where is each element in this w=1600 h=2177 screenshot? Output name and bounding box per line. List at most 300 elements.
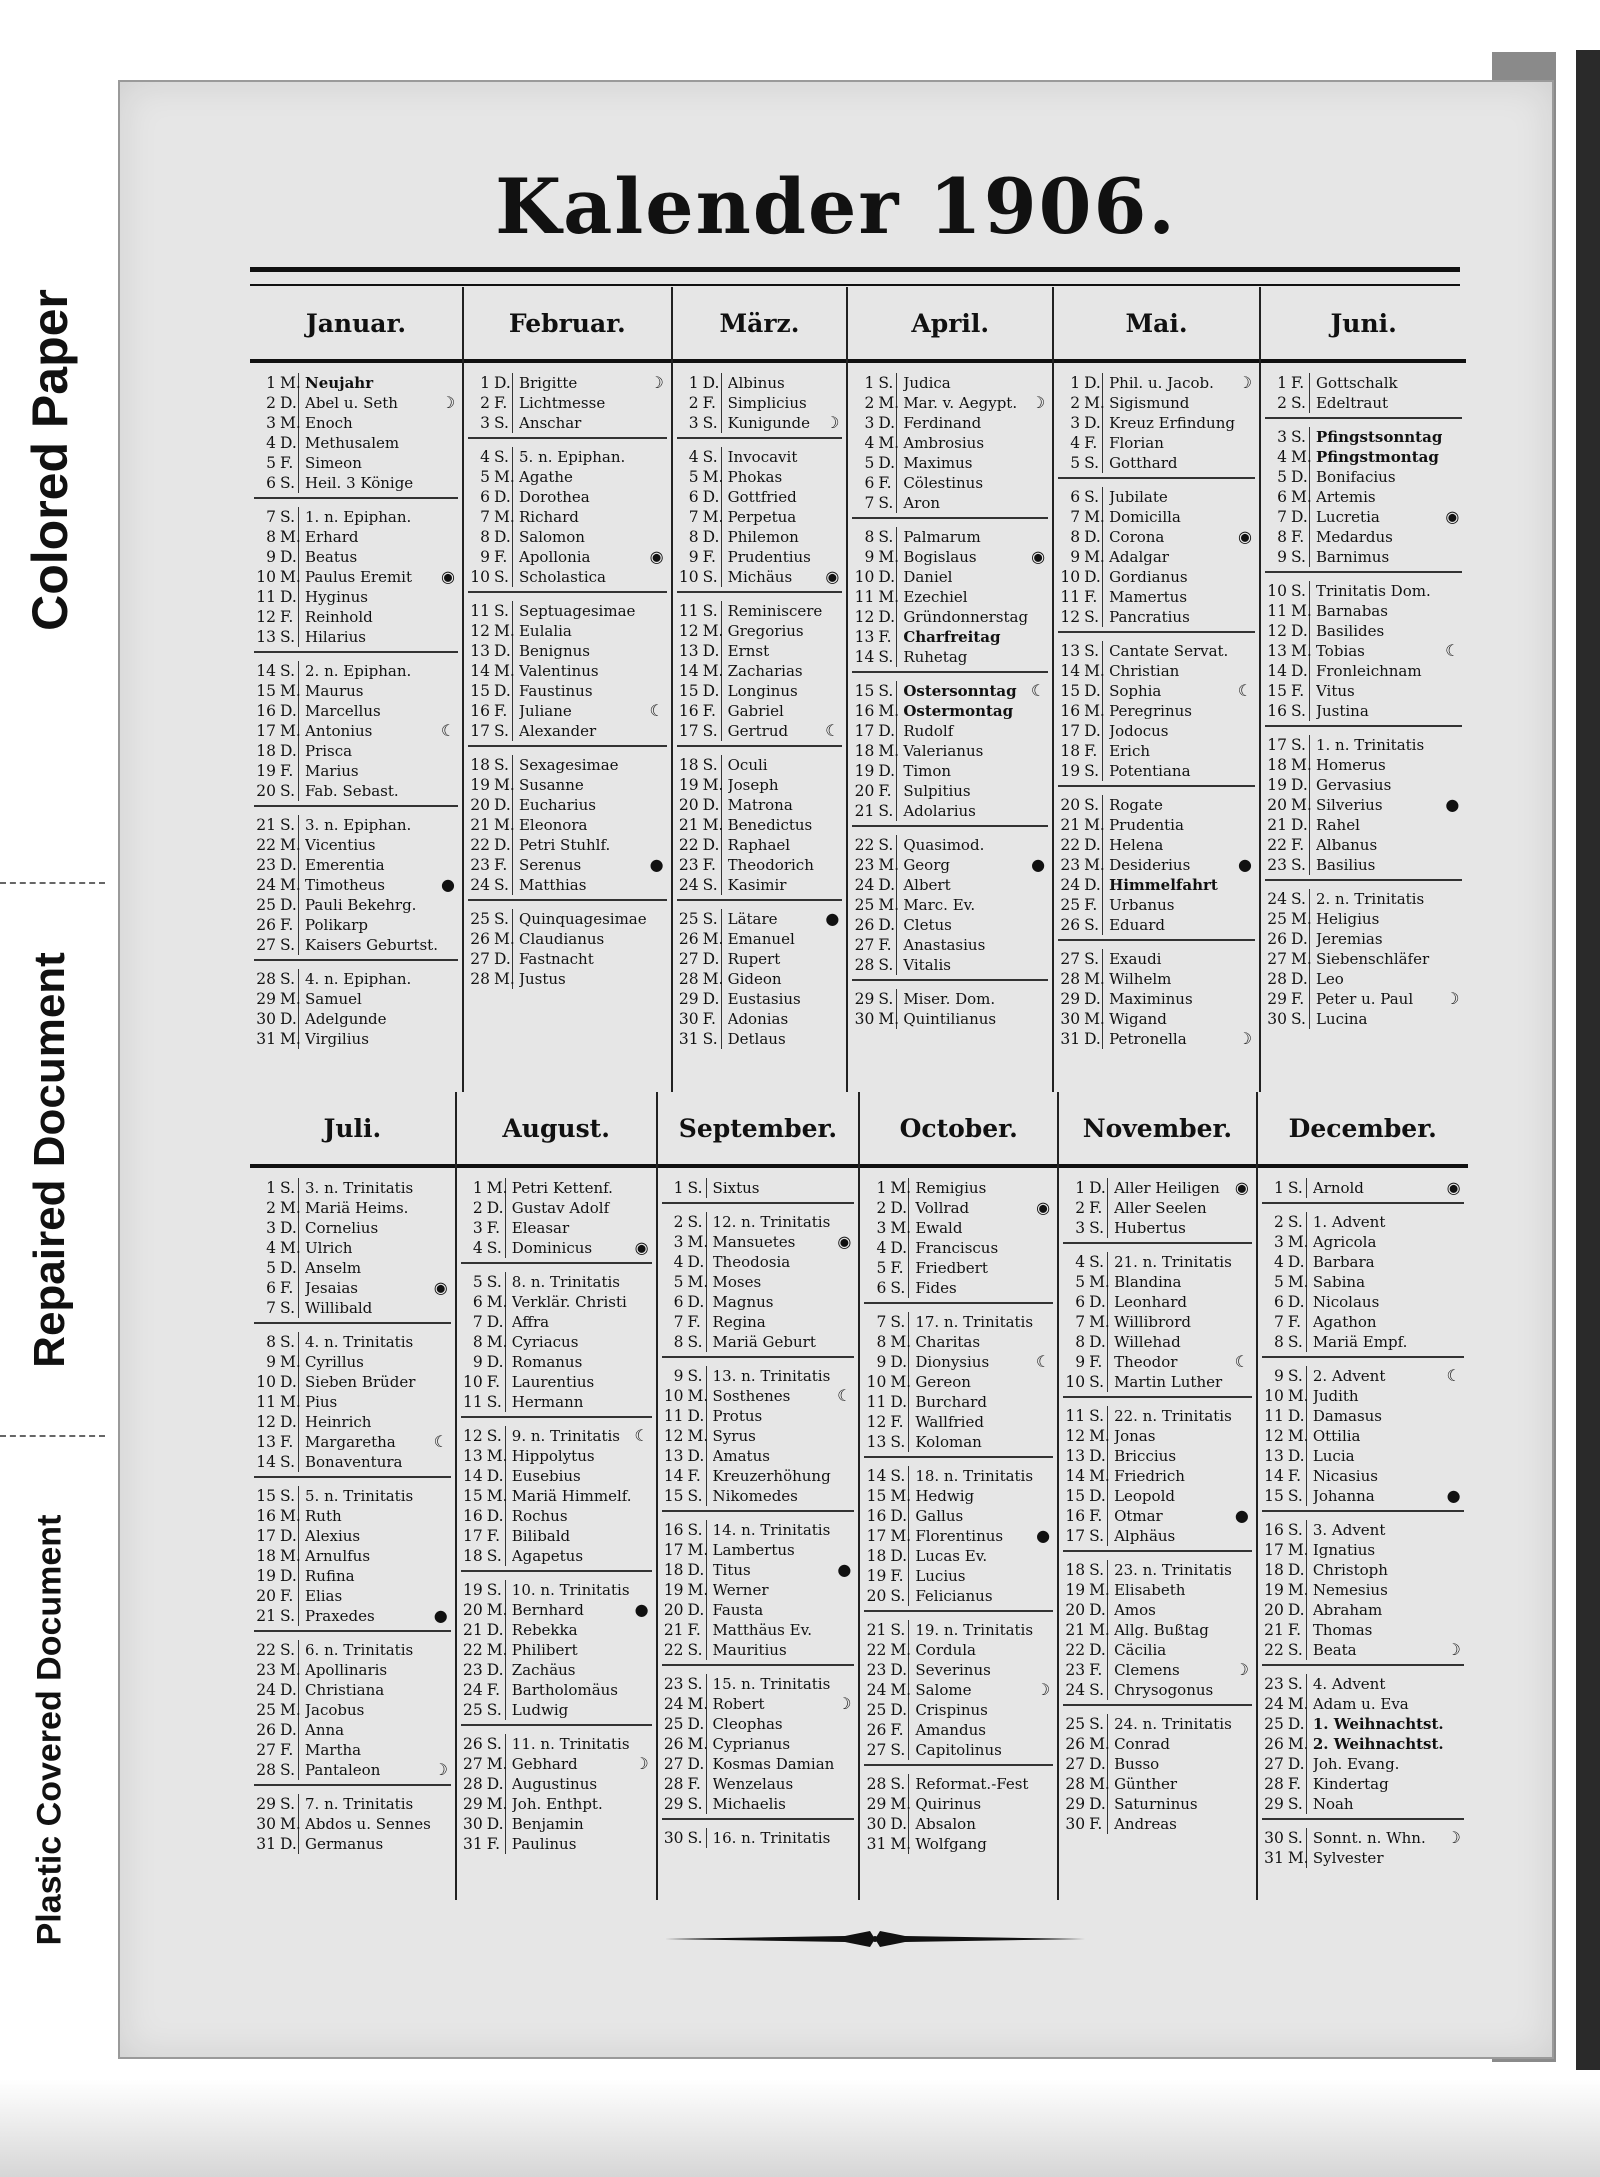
saint-name: Edeltraut	[1315, 394, 1389, 412]
saint-name: Timon	[903, 762, 952, 780]
day-number: 13	[1065, 1447, 1086, 1465]
week-block	[662, 1364, 855, 1512]
saint-name: Ludwig	[511, 1701, 569, 1719]
weekday: D.	[494, 373, 513, 393]
day-row	[1265, 949, 1462, 969]
day-row	[254, 1794, 451, 1814]
weekday: S.	[280, 815, 299, 835]
weekday: S.	[878, 681, 897, 701]
weekday: D.	[1084, 875, 1103, 895]
saint-name: Albinus	[727, 374, 785, 392]
weekday: S.	[1291, 1009, 1310, 1029]
day-row	[461, 1814, 652, 1834]
day-row	[852, 567, 1048, 587]
weekday: S.	[1291, 547, 1310, 567]
saint-name: 2. n. Trinitatis	[1315, 890, 1425, 908]
day-number: 20	[1267, 796, 1287, 814]
day-number: 12	[866, 1413, 887, 1431]
day-number: 20	[256, 782, 276, 800]
weekday: D.	[280, 1834, 299, 1854]
week-block	[1058, 793, 1255, 941]
day-number: 5	[673, 1273, 684, 1291]
day-row	[864, 1258, 1053, 1278]
day-row	[1058, 1029, 1255, 1049]
day-row	[468, 721, 667, 741]
weekday: D.	[703, 989, 722, 1009]
month-days	[250, 363, 462, 1059]
saint-name: Potentiana	[1109, 762, 1191, 780]
weekday: D.	[494, 795, 513, 815]
day-number: 12	[1060, 608, 1081, 626]
weekday: M.	[280, 1661, 301, 1679]
week-block	[1063, 1558, 1252, 1706]
day-number: 20	[463, 1601, 483, 1619]
day-number: 30	[256, 1815, 276, 1833]
day-row	[852, 989, 1048, 1009]
saint-name: Rudolf	[903, 722, 954, 740]
month-column	[250, 1092, 457, 1900]
weekday: M.	[702, 776, 724, 794]
day-row	[1063, 1506, 1252, 1526]
month-column	[1258, 1092, 1468, 1900]
day-number: 4	[673, 1253, 684, 1271]
day-row	[461, 1640, 652, 1660]
weekday: M.	[486, 1179, 508, 1197]
saint-name: Cyriacus	[511, 1333, 579, 1351]
weekday: S.	[494, 875, 513, 895]
day-row	[461, 1580, 652, 1600]
moon-phase-icon: ●	[634, 1600, 649, 1619]
weekday: S.	[688, 1640, 707, 1660]
saint-name: Lucina	[1315, 1010, 1368, 1028]
day-row	[677, 467, 843, 487]
day-row	[1058, 741, 1255, 761]
day-number: 4	[864, 434, 875, 452]
weekday: S.	[878, 801, 897, 821]
day-row	[468, 661, 667, 681]
day-number: 21	[663, 1621, 684, 1639]
saint-name: Lambertus	[712, 1541, 795, 1559]
saint-name: Anna	[305, 1721, 345, 1739]
day-number: 14	[463, 1467, 483, 1485]
day-number: 20	[663, 1601, 684, 1619]
weekday: M.	[280, 990, 301, 1008]
saint-name: Johanna	[1312, 1487, 1375, 1505]
saint-name: Medardus	[1315, 528, 1393, 546]
saint-name: Leopold	[1114, 1487, 1175, 1505]
saint-name: Friedrich	[1114, 1467, 1185, 1485]
day-number: 27	[463, 1755, 483, 1773]
months-jan-jun	[250, 287, 1464, 1092]
saint-name: Lucius	[915, 1567, 966, 1585]
day-row	[852, 801, 1048, 821]
saint-name: Praxedes	[305, 1607, 375, 1625]
day-number: 29	[854, 990, 875, 1008]
saint-name: 4. n. Trinitatis	[305, 1333, 414, 1351]
weekday: M.	[280, 722, 301, 740]
weekday: F.	[280, 1278, 299, 1298]
day-number: 16	[1267, 702, 1287, 720]
day-row	[677, 721, 843, 741]
saint-name: Reinhold	[305, 608, 373, 626]
day-number: 1	[1277, 374, 1287, 392]
day-number: 22	[463, 1641, 483, 1659]
day-number: 26	[256, 1721, 276, 1739]
book-spine	[1576, 50, 1600, 2070]
saint-name: Koloman	[915, 1433, 982, 1451]
saint-name: Pfingstmontag	[1315, 448, 1439, 466]
saint-name: Apollonia	[518, 548, 591, 566]
day-row	[1265, 527, 1462, 547]
day-row	[1265, 835, 1462, 855]
moon-phase-icon: ●	[837, 1560, 852, 1579]
weekday: D.	[280, 1218, 299, 1238]
day-row	[1063, 1814, 1252, 1834]
day-number: 15	[678, 682, 699, 700]
day-row	[1058, 875, 1255, 895]
saint-name: Gotthard	[1109, 454, 1178, 472]
weekday: S.	[890, 1620, 909, 1640]
day-number: 10	[866, 1373, 887, 1391]
day-row	[677, 1009, 843, 1029]
month-days	[1054, 363, 1259, 1059]
saint-name: Eulalia	[518, 622, 572, 640]
weekday: F.	[280, 1432, 299, 1452]
day-row	[468, 969, 667, 989]
weekday: D.	[1288, 1600, 1307, 1620]
day-number: 31	[463, 1835, 483, 1853]
day-row	[1262, 1848, 1464, 1868]
saint-name: Benjamin	[511, 1815, 584, 1833]
day-row	[864, 1506, 1053, 1526]
weekday: D.	[280, 547, 299, 567]
day-row	[1063, 1680, 1252, 1700]
day-row	[1262, 1520, 1464, 1540]
weekday: D.	[494, 681, 513, 701]
saint-name: Gottfried	[727, 488, 797, 506]
weekday: M.	[1089, 1735, 1110, 1753]
saint-name: Martin Luther	[1114, 1373, 1223, 1391]
saint-name: Theodosia	[712, 1253, 791, 1271]
day-row	[864, 1466, 1053, 1486]
day-row	[852, 915, 1048, 935]
weekday: S.	[890, 1278, 909, 1298]
day-row	[662, 1540, 855, 1560]
day-row	[852, 855, 1048, 875]
day-number: 5	[864, 454, 875, 472]
saint-name: Justus	[518, 970, 566, 988]
day-number: 14	[256, 662, 276, 680]
weekday: M.	[890, 1179, 912, 1197]
saint-name: Pfingstsonntag	[1315, 428, 1443, 446]
weekday: D.	[890, 1238, 909, 1258]
day-number: 6	[472, 1293, 483, 1311]
day-row	[461, 1680, 652, 1700]
week-block	[1262, 1518, 1464, 1666]
moon-phase-icon: ☾	[634, 1426, 649, 1445]
day-number: 24	[1060, 876, 1081, 894]
saint-name: Adam u. Eva	[1312, 1695, 1409, 1713]
saint-name: Arnulfus	[305, 1547, 371, 1565]
day-row	[461, 1312, 652, 1332]
weekday: D.	[280, 855, 299, 875]
day-number: 3	[876, 1219, 887, 1237]
weekday: S.	[1288, 1828, 1307, 1848]
day-number: 19	[256, 1567, 276, 1585]
saint-name: Wenzelaus	[712, 1775, 794, 1793]
day-number: 25	[1264, 1715, 1284, 1733]
day-number: 14	[256, 1453, 276, 1471]
day-number: 1	[1273, 1179, 1284, 1197]
day-number: 22	[470, 836, 490, 854]
month-title: November.	[1059, 1092, 1256, 1168]
weekday: D.	[494, 527, 513, 547]
moon-phase-icon: ◉	[837, 1232, 852, 1251]
day-row	[461, 1734, 652, 1754]
moon-phase-icon: ◉	[1234, 1178, 1249, 1197]
day-row	[468, 909, 667, 929]
day-number: 10	[1264, 1387, 1284, 1405]
month-days	[658, 1168, 859, 1858]
day-row	[852, 607, 1048, 627]
day-number: 4	[1273, 1253, 1284, 1271]
day-number: 28	[866, 1775, 887, 1793]
day-number: 9	[266, 1353, 276, 1371]
weekday: F.	[1288, 1620, 1307, 1640]
saint-name: Richard	[518, 508, 579, 526]
day-row	[254, 815, 458, 835]
weekday: F.	[1089, 1660, 1108, 1680]
day-number: 17	[866, 1527, 887, 1545]
day-number: 19	[1065, 1581, 1086, 1599]
saint-name: 6. n. Trinitatis	[305, 1641, 414, 1659]
weekday: S.	[1291, 855, 1310, 875]
weekday: M.	[280, 1353, 301, 1371]
saint-name: Dominicus	[511, 1239, 593, 1257]
day-number: 16	[1065, 1507, 1086, 1525]
weekday: D.	[878, 915, 897, 935]
weekday: M.	[1290, 950, 1312, 968]
saint-name: Basilides	[1315, 622, 1385, 640]
day-number: 19	[470, 776, 490, 794]
month-column	[457, 1092, 658, 1900]
saint-name: Michäus	[727, 568, 793, 586]
day-number: 1	[876, 1179, 887, 1197]
day-number: 18	[1267, 756, 1287, 774]
weekday: S.	[1288, 1178, 1307, 1198]
saint-name: Exaudi	[1109, 950, 1162, 968]
weekday: M.	[280, 1547, 301, 1565]
day-number: 24	[470, 876, 490, 894]
day-number: 4	[480, 448, 490, 466]
weekday: S.	[1288, 1332, 1307, 1352]
day-number: 30	[463, 1815, 483, 1833]
day-number: 9	[688, 548, 699, 566]
day-number: 2	[1273, 1213, 1284, 1231]
saint-name: Clemens	[1114, 1661, 1180, 1679]
day-row	[864, 1412, 1053, 1432]
day-number: 5	[1273, 1273, 1284, 1291]
weekday: F.	[494, 393, 513, 413]
day-row	[1262, 1366, 1464, 1386]
saint-name: Chrysogonus	[1114, 1681, 1214, 1699]
day-row	[1262, 1580, 1464, 1600]
saint-name: Bilibald	[511, 1527, 571, 1545]
day-row	[254, 1700, 451, 1720]
day-row	[254, 1680, 451, 1700]
day-number: 20	[470, 796, 490, 814]
day-number: 2	[1277, 394, 1287, 412]
saint-name: Leo	[1315, 970, 1344, 988]
day-row	[254, 1009, 458, 1029]
saint-name: Kindertag	[1312, 1775, 1389, 1793]
saint-name: Cornelius	[305, 1219, 379, 1237]
day-row	[1262, 1774, 1464, 1794]
day-row	[468, 567, 667, 587]
day-row	[461, 1700, 652, 1720]
weekday: S.	[1084, 607, 1103, 627]
day-row	[852, 781, 1048, 801]
day-row	[662, 1640, 855, 1660]
weekday: D.	[487, 1660, 506, 1680]
day-row	[1058, 969, 1255, 989]
weekday: M.	[280, 374, 301, 392]
day-row	[254, 413, 458, 433]
day-row	[1058, 527, 1255, 547]
saint-name: Sabina	[1312, 1273, 1366, 1291]
weekday: M.	[1089, 1581, 1110, 1599]
saint-name: Kosmas Damian	[712, 1755, 835, 1773]
saint-name: Agricola	[1312, 1233, 1377, 1251]
weekday: S.	[487, 1426, 506, 1446]
day-row	[1265, 447, 1462, 467]
day-row	[1063, 1600, 1252, 1620]
month-title: Januar.	[250, 287, 462, 363]
saint-name: Desiderius	[1109, 856, 1191, 874]
moon-phase-icon: ☽	[1234, 1660, 1249, 1679]
day-row	[468, 875, 667, 895]
day-number: 29	[678, 990, 699, 1008]
saint-name: Himmelfahrt	[1109, 876, 1218, 894]
day-number: 8	[864, 528, 875, 546]
day-row	[1063, 1774, 1252, 1794]
saint-name: Alphäus	[1114, 1527, 1176, 1545]
day-number: 1	[1070, 374, 1081, 392]
day-row	[677, 929, 843, 949]
weekday: M.	[687, 1581, 709, 1599]
saint-name: Fronleichnam	[1315, 662, 1422, 680]
day-row	[1058, 915, 1255, 935]
saint-name: Leonhard	[1114, 1293, 1187, 1311]
day-number: 6	[673, 1293, 684, 1311]
saint-name: Werner	[712, 1581, 769, 1599]
day-row	[1262, 1426, 1464, 1446]
weekday: F.	[487, 1834, 506, 1854]
day-number: 26	[1060, 916, 1081, 934]
day-number: 9	[1277, 548, 1287, 566]
saint-name: Apollinaris	[305, 1661, 388, 1679]
weekday: S.	[1291, 393, 1310, 413]
moon-phase-icon: ☾	[1237, 681, 1253, 700]
weekday: F.	[280, 607, 299, 627]
saint-name: Romanus	[511, 1353, 583, 1371]
day-number: 7	[472, 1313, 483, 1331]
weekday: M.	[280, 1199, 301, 1217]
saint-name: Faustinus	[518, 682, 593, 700]
saint-name: Kreuz Erfindung	[1109, 414, 1235, 432]
day-number: 16	[1264, 1521, 1284, 1539]
day-number: 8	[876, 1333, 887, 1351]
day-row	[461, 1526, 652, 1546]
moon-phase-icon: ●	[433, 1606, 448, 1625]
saint-name: Quirinus	[915, 1795, 982, 1813]
weekday: M.	[1089, 1467, 1110, 1485]
month-column	[673, 287, 849, 1092]
saint-name: Jonas	[1114, 1427, 1156, 1445]
day-row	[1063, 1560, 1252, 1580]
day-number: 17	[463, 1527, 483, 1545]
weekday: S.	[280, 473, 299, 493]
day-number: 22	[678, 836, 699, 854]
weekday: D.	[494, 641, 513, 661]
day-row	[662, 1312, 855, 1332]
day-number: 20	[1060, 796, 1081, 814]
day-row	[852, 547, 1048, 567]
day-number: 15	[256, 682, 276, 700]
day-number: 25	[1060, 896, 1081, 914]
saint-name: Severinus	[915, 1661, 991, 1679]
day-number: 25	[256, 896, 276, 914]
day-row	[254, 1198, 451, 1218]
day-number: 12	[678, 622, 699, 640]
day-row	[254, 1834, 451, 1854]
saint-name: Anselm	[305, 1259, 362, 1277]
saint-name: Albanus	[1315, 836, 1378, 854]
day-number: 23	[1060, 856, 1081, 874]
saint-name: Mariä Heims.	[305, 1199, 409, 1217]
weekday: S.	[878, 647, 897, 667]
saint-name: Rogate	[1109, 796, 1163, 814]
day-row	[461, 1426, 652, 1446]
day-row	[662, 1600, 855, 1620]
weekday: S.	[1291, 735, 1310, 755]
day-row	[1058, 681, 1255, 701]
day-row	[864, 1218, 1053, 1238]
day-number: 18	[854, 742, 875, 760]
day-row	[1058, 661, 1255, 681]
day-number: 14	[854, 648, 875, 666]
saint-name: 5. n. Epiphan.	[518, 448, 626, 466]
day-row	[1265, 795, 1462, 815]
saint-name: Andreas	[1114, 1815, 1177, 1833]
day-row	[677, 949, 843, 969]
day-number: 7	[864, 494, 875, 512]
saint-name: Fastnacht	[518, 950, 594, 968]
day-row	[1058, 641, 1255, 661]
moon-phase-icon: ☽	[440, 393, 456, 412]
saint-name: Anschar	[518, 414, 582, 432]
saint-name: Juliane	[518, 702, 572, 720]
saint-name: Dionysius	[915, 1353, 990, 1371]
weekday: S.	[688, 1486, 707, 1506]
weekday: M.	[1084, 702, 1105, 720]
day-row	[254, 1760, 451, 1780]
day-row	[1262, 1620, 1464, 1640]
weekday: S.	[1084, 949, 1103, 969]
weekday: D.	[1084, 835, 1103, 855]
day-number: 9	[266, 548, 276, 566]
day-number: 25	[854, 896, 875, 914]
